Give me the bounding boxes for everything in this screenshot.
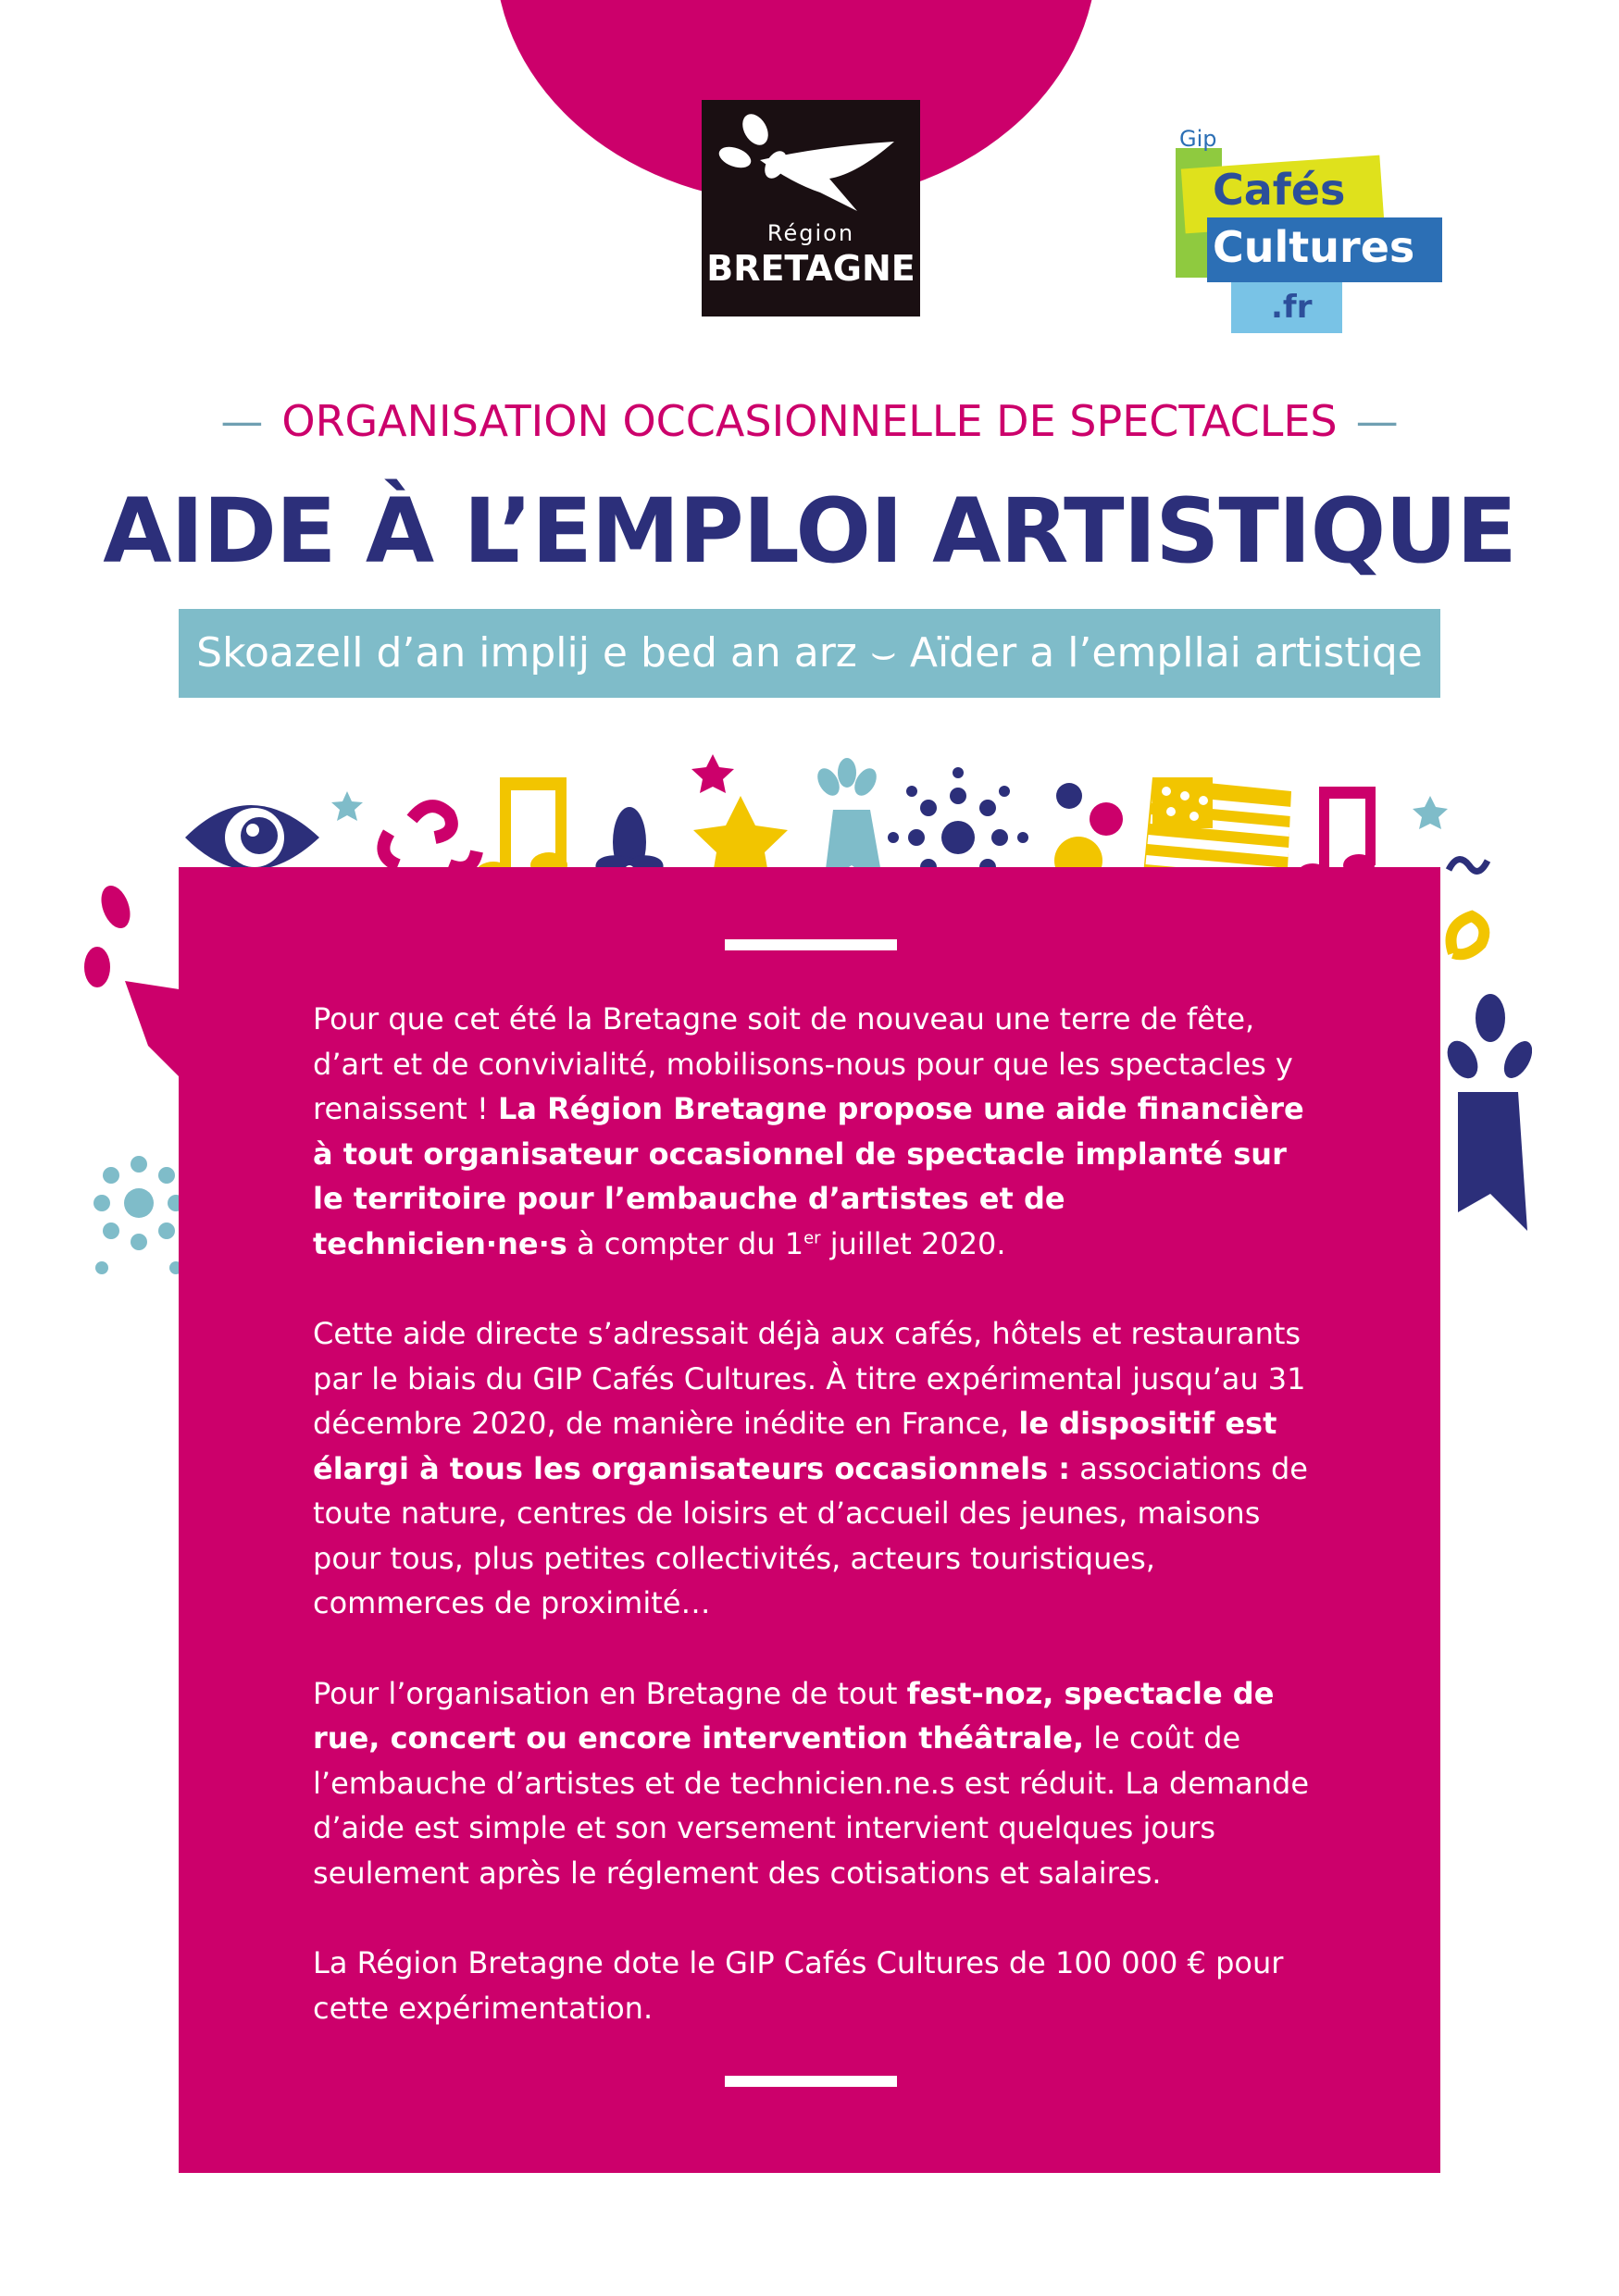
rosette-teal-icon xyxy=(93,1156,184,1274)
logo-bretagne-text: BRETAGNE xyxy=(706,248,915,289)
main-content-panel xyxy=(179,867,1440,2173)
region-bretagne-logo xyxy=(702,100,920,316)
logo-region-text: Région xyxy=(766,220,855,246)
swirl-icon xyxy=(1451,916,1485,954)
bottom-divider xyxy=(725,2076,897,2087)
wave-icon xyxy=(1449,860,1488,872)
eye-icon xyxy=(185,805,319,870)
dot-icon xyxy=(1090,802,1123,836)
subtitle-gallo: Aïder a l’empllai artistiqe xyxy=(909,629,1423,676)
ermine-navy-icon xyxy=(1441,994,1532,1231)
top-divider xyxy=(725,939,897,950)
kicker-heading: — ORGANISATION OCCASIONNELLE DE SPECTACLES — xyxy=(220,396,1399,446)
dot-icon xyxy=(1056,783,1082,809)
paragraph-1: Pour que cet été la Bretagne soit de nouveau une terre de fête, d’art et de convivialité, mobilisons-nous pour que les spectacles y renaissent ! La Région Bretagne propose une aide financière à tout organisateur occasionnel de spectacle implanté sur le territoire pour l’embauche d’artistes et de technicien·ne·s à compter du 1er juillet 2020. xyxy=(313,1001,1304,1261)
cafes-cultures-logo xyxy=(1176,120,1453,342)
star-icon xyxy=(691,754,734,793)
right-decorations xyxy=(1439,842,1532,1249)
subtitle-bar xyxy=(179,609,1440,698)
left-decorations xyxy=(83,870,185,1314)
logo-gip-text: Gip xyxy=(1179,126,1217,152)
page-title: AIDE À L’EMPLOI ARTISTIQUE xyxy=(103,479,1516,583)
paragraph-2: Cette aide directe s’adressait déjà aux cafés, hôtels et restaurants par le biais du GIP Cafés Cultures. À titre expérimental jusqu’au 31 décembre 2020, de manière inédite en France, le dispositif est élargi à tous les organisateurs occasionnels : associations de toute nature, centres de loisirs et d’accueil des jeunes, maisons pour tous, plus petites collectivités, acteurs touristiques, commerces de proximité… xyxy=(313,1316,1308,1620)
logo-fr-text: .fr xyxy=(1271,289,1313,326)
tilde-separator-icon: ⌣ xyxy=(869,629,910,676)
triskell-icon xyxy=(383,806,477,868)
ermine-icon xyxy=(718,109,903,220)
paragraph-3: Pour l’organisation en Bretagne de tout fest-noz, spectacle de rue, concert ou encore intervention théâtrale, le coût de l’embauche d’artistes et de technicien.ne.s est réduit. La demande d’aide est simple et son versement intervient quelques jours seulement après le réglement des cotisations et salaires. xyxy=(313,1675,1310,1891)
body-text xyxy=(313,997,1317,2076)
ermine-magenta-icon xyxy=(84,882,185,1083)
logo-cultures-text: Cultures xyxy=(1213,222,1415,272)
star-icon xyxy=(331,791,363,821)
paragraph-4: La Région Bretagne dote le GIP Cafés Cultures de 100 000 € pour cette expérimentation. xyxy=(313,1945,1284,2026)
subtitle-breton: Skoazell d’an implij e bed an arz xyxy=(196,629,857,676)
logo-cafes-text: Cafés xyxy=(1213,165,1346,215)
star-icon xyxy=(1413,796,1448,829)
